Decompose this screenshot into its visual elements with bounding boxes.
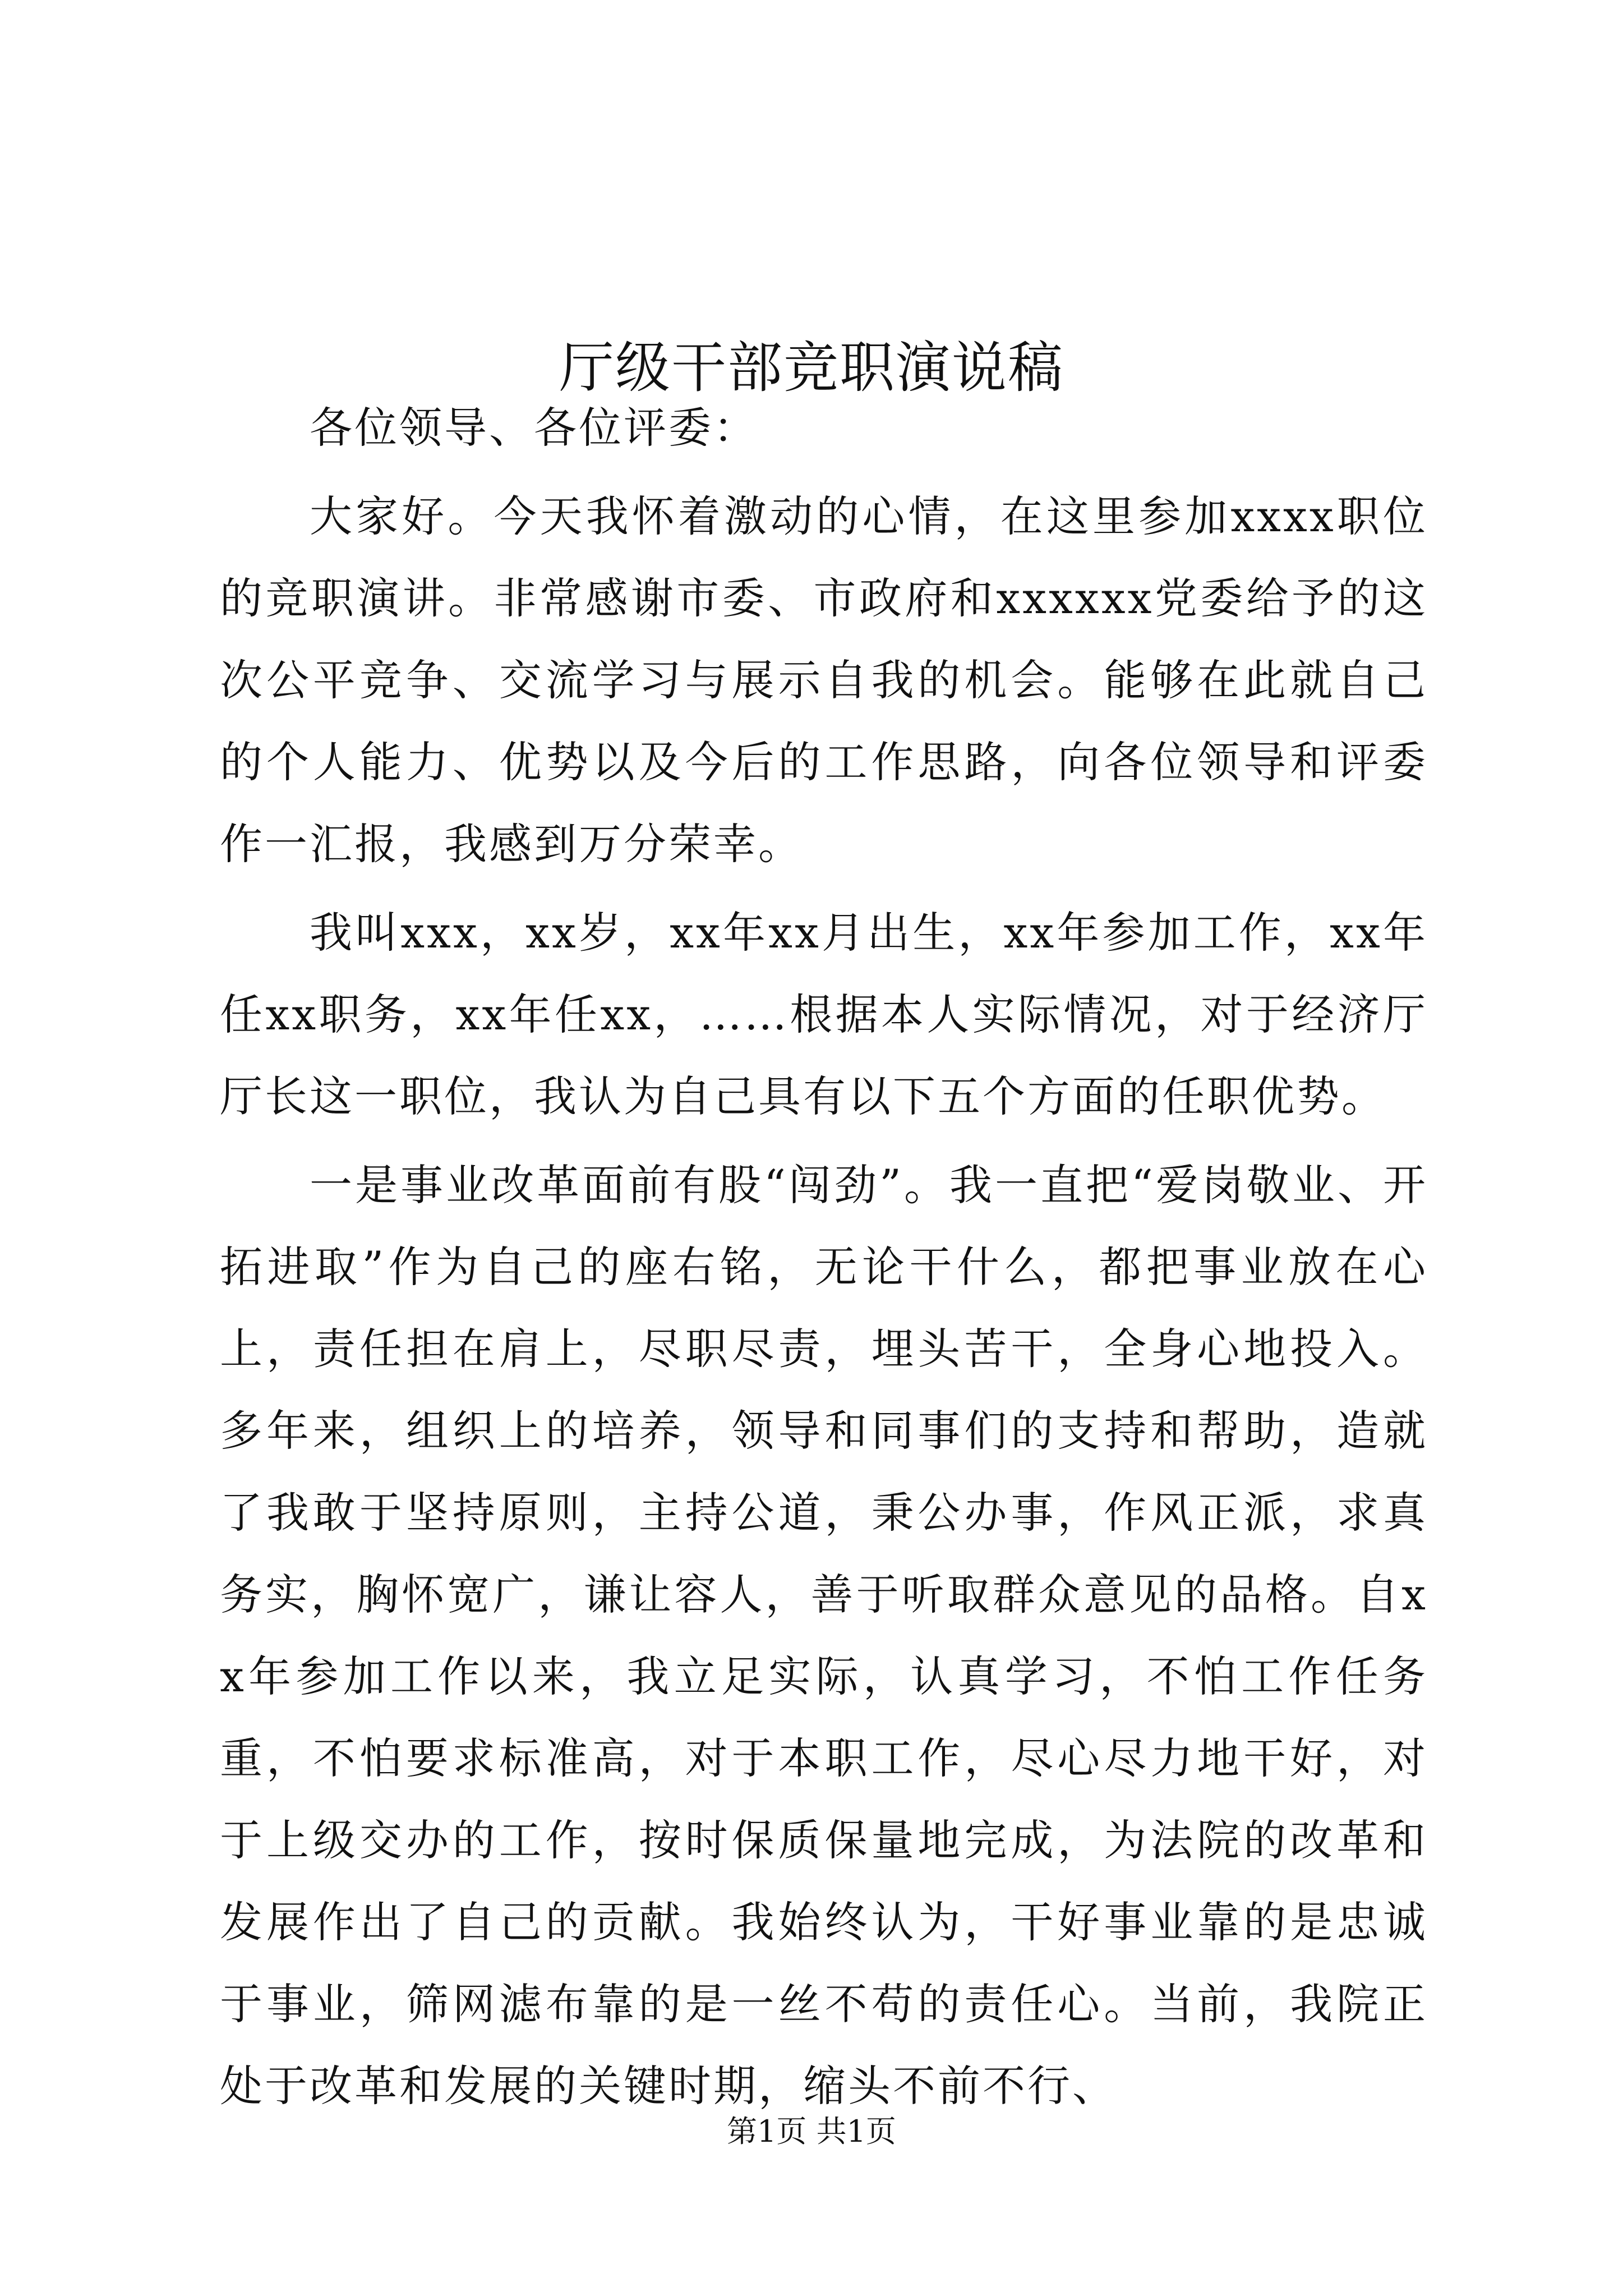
body-paragraph: 我叫xxx，xx岁，xx年xx月出生，xx年参加工作，xx年任xx职务，xx年任xx，……根据本人实际情况，对于经济厅厅长这一职位，我认为自己具有以下五个方面的任职优势。 — [220, 908, 1428, 1121]
document-body — [220, 387, 1428, 2134]
salutation-paragraph: 各位领导、各位评委： — [310, 403, 758, 453]
body-paragraph: 一是事业改革面前有股“闯劲”。我一直把“爱岗敬业、开拓进取”作为自己的座右铭，无论干什么，都把事业放在心上，责任担在肩上，尽职尽责，埋头苦干，全身心地投入。多年来，组织上的培养，领导和同事们的支持和帮助，造就了我敢于坚持原则，主持公道，秉公办事，作风正派，求真务实，胸怀宽广，谦让容人，善于听取群众意见的品格。自xx年参加工作以来，我立足实际，认真学习，不怕工作任务重，不怕要求标准高，对于本职工作，尽心尽力地干好，对于上级交办的工作，按时保质保量地完成，为法院的改革和发展作出了自己的贡献。我始终认为，干好事业靠的是忠诚于事业，筛网滤布靠的是一丝不苟的责任心。当前，我院正处于改革和发展的关键时期，缩头不前不行、 — [220, 1160, 1428, 2111]
document-title: 厅级干部竞职演说稿 — [559, 335, 1064, 400]
page-footer: 第1页 共1页 — [727, 2114, 896, 2149]
body-paragraph: 大家好。今天我怀着激动的心情，在这里参加xxxx职位的竞职演讲。非常感谢市委、市政府和xxxxxx党委给予的这次公平竞争、交流学习与展示自我的机会。能够在此就自己的个人能力、优势以及今后的工作思路，向各位领导和评委作一汇报，我感到万分荣幸。 — [220, 491, 1428, 869]
